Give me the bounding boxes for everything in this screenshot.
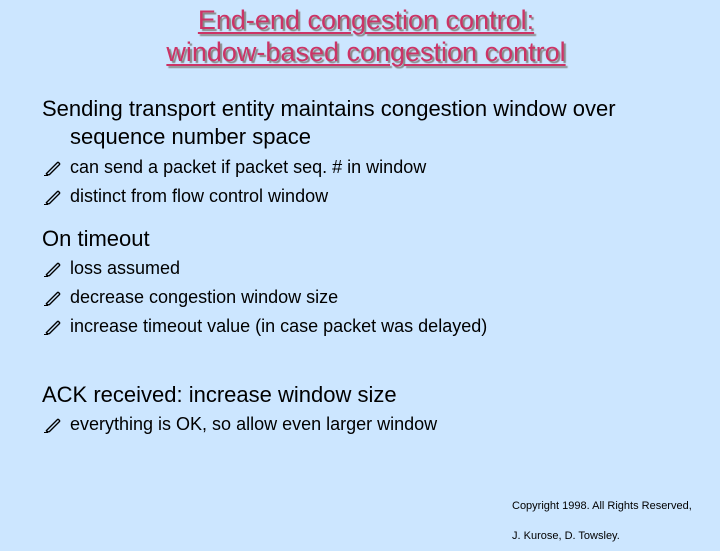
copyright-line-1: Copyright 1998. All Rights Reserved, — [512, 500, 692, 512]
title-line-1: End-end congestion control: — [197, 5, 535, 35]
bullet-text: increase timeout value (in case packet was delayed) — [70, 316, 488, 336]
bullet-item — [42, 312, 487, 341]
bullet-list — [42, 254, 487, 341]
section-ack-received — [42, 381, 437, 439]
slide-title — [0, 4, 720, 68]
section-heading — [42, 95, 616, 151]
bullet-text: loss assumed — [70, 258, 181, 278]
bullet-item — [42, 283, 487, 312]
bullet-item — [42, 182, 616, 211]
bullet-text: can send a packet if packet seq. # in window — [70, 157, 427, 177]
copyright-line-2: J. Kurose, D. Towsley. — [512, 530, 620, 542]
pencil-icon — [44, 189, 62, 205]
bullet-item — [42, 410, 437, 439]
pencil-icon — [44, 160, 62, 176]
pencil-icon — [44, 261, 62, 277]
section-heading: ACK received: increase window size — [42, 382, 397, 407]
section-congestion-window — [42, 95, 616, 211]
section-on-timeout — [42, 225, 487, 341]
section-heading-line-1: Sending transport entity maintains congestion window over — [42, 96, 616, 121]
bullet-text: distinct from flow control window — [70, 186, 329, 206]
bullet-item — [42, 254, 487, 283]
bullet-text: decrease congestion window size — [70, 287, 339, 307]
section-heading-line-2: sequence number space — [70, 124, 311, 149]
copyright-notice — [512, 491, 692, 551]
pencil-icon — [44, 319, 62, 335]
pencil-icon — [44, 417, 62, 433]
section-heading: On timeout — [42, 226, 150, 251]
bullet-item — [42, 153, 616, 182]
bullet-text: everything is OK, so allow even larger window — [70, 414, 438, 434]
title-line-2: window-based congestion control — [166, 37, 566, 67]
pencil-icon — [44, 290, 62, 306]
bullet-list — [42, 153, 616, 211]
bullet-list — [42, 410, 437, 439]
